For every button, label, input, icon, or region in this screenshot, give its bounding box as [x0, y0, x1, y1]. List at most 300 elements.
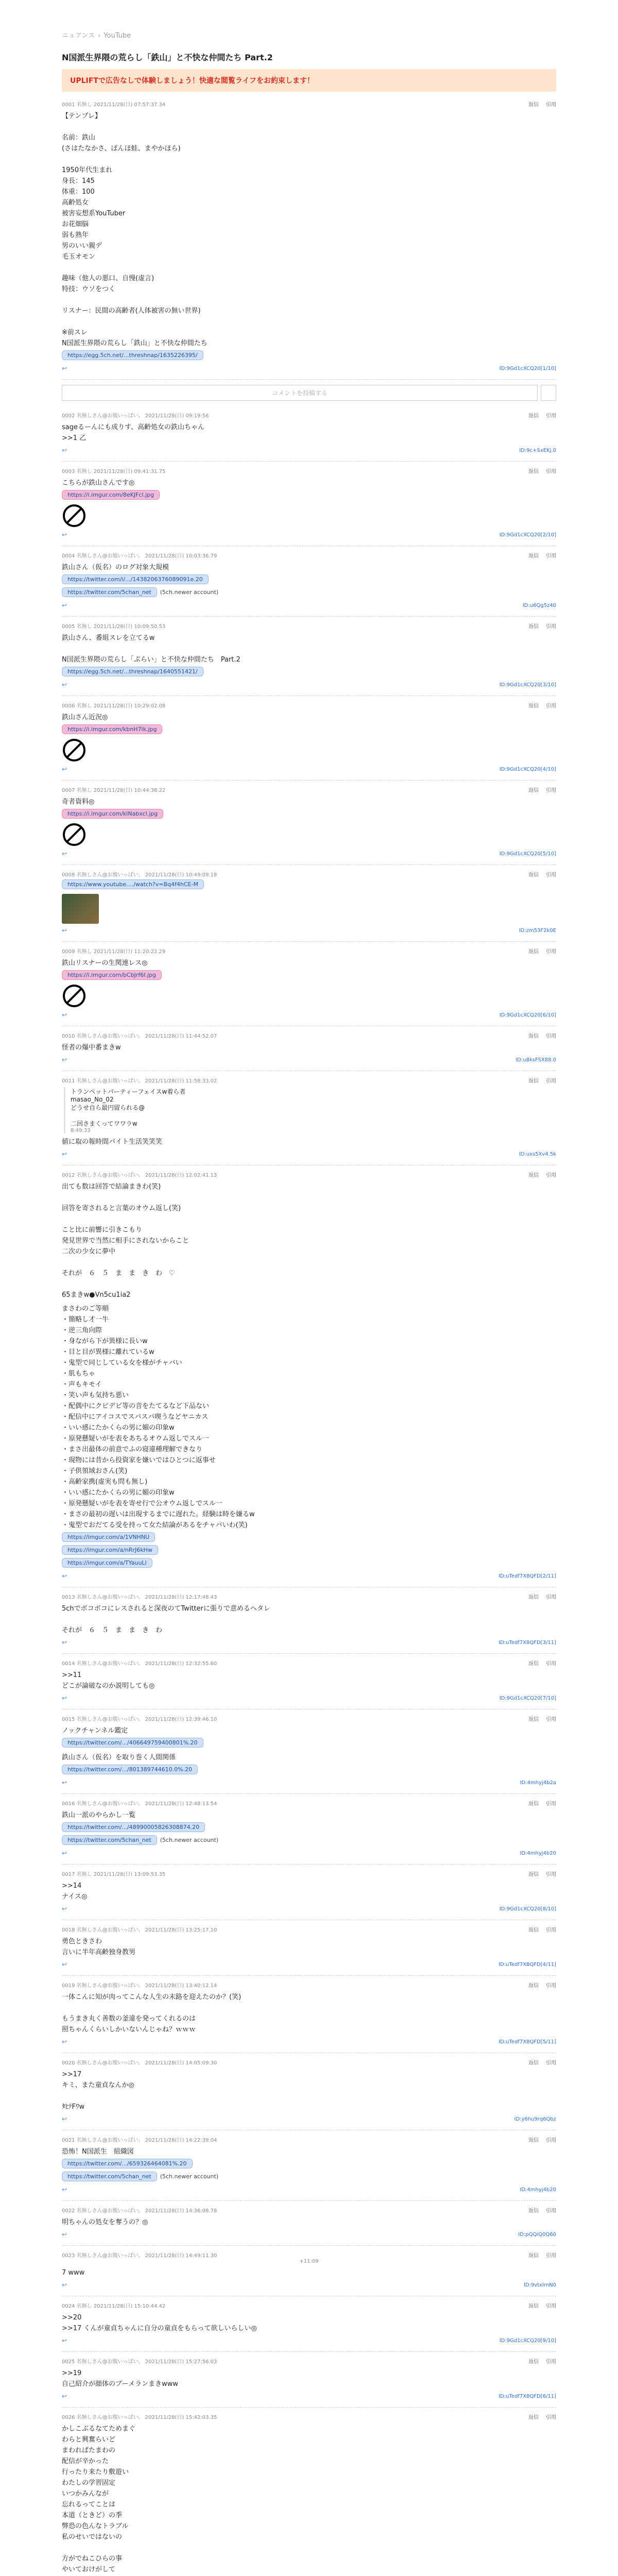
- external-link[interactable]: https://egg.5ch.net/...threshnap/1635226395/: [62, 350, 203, 360]
- external-link-2[interactable]: https://twitter.com/5chan_net: [62, 1835, 157, 1845]
- breadcrumb-current[interactable]: YouTube: [104, 32, 131, 40]
- post-header: [62, 701, 556, 709]
- post-meta: 0011 名無しさん@お腹いっぱい。 2021/11/28(日) 11:58:33.02: [62, 1078, 217, 1084]
- quote-link[interactable]: 引用: [546, 469, 556, 474]
- post-meta: 0018 名無しさん@お腹いっぱい。 2021/11/28(日) 13:25:17.10: [62, 1927, 217, 1933]
- reply-link[interactable]: 返信: [528, 1872, 539, 1877]
- quote-link[interactable]: 引用: [546, 1595, 556, 1600]
- post-footer: [62, 2231, 556, 2238]
- quote-link[interactable]: 引用: [546, 2208, 556, 2214]
- reply-link[interactable]: 返信: [528, 1595, 539, 1600]
- reply-link[interactable]: 返信: [528, 2138, 539, 2143]
- post-header: [62, 411, 556, 419]
- post-footer: [62, 531, 556, 538]
- post-footer-right: [500, 2338, 556, 2344]
- post-id[interactable]: ID:4mhyj4b20: [520, 2187, 556, 2193]
- post-id[interactable]: ID:9Gd1cXCQ20[9/10]: [499, 2337, 556, 2344]
- post-item: [62, 617, 556, 696]
- quote-link[interactable]: 引用: [546, 1661, 556, 1667]
- post-meta: 0025 名無しさん@お腹いっぱい。 2021/11/28(日) 15:27:56.03: [62, 2359, 217, 2365]
- quote-link[interactable]: 引用: [546, 872, 556, 878]
- post-header: [62, 2058, 556, 2066]
- reply-link[interactable]: 返信: [528, 2208, 539, 2214]
- post-meta: 0008 名無しさん@お腹いっぱい。 2021/11/28(日) 10:49:09.18: [62, 872, 217, 878]
- post-id[interactable]: ID:u8ksFSX88.0: [516, 1057, 556, 1063]
- post-id[interactable]: ID:uTedf7X8QFD[6/11]: [499, 2393, 556, 2399]
- post-meta: 0014 名無しさん@お腹いっぱい。 2021/11/28(日) 12:32:55.60: [62, 1661, 217, 1667]
- post-item: [62, 1709, 556, 1794]
- quote-link[interactable]: 引用: [546, 624, 556, 630]
- post-id[interactable]: ID:9Gd1cXCQ20[6/10]: [499, 1012, 556, 1018]
- link-row: [62, 586, 556, 599]
- link-row: [62, 573, 556, 586]
- post-item: [62, 2296, 556, 2352]
- post-footer-right: [500, 366, 556, 371]
- post-text: 【テンプレ】 名前：鉄山 (さはたなかさ、ぽんほ蛙、まやかほら) 1950年代生まれ 身長：145 体重：100 高齢処女 被害妄想系YouTuber お花畑脳 弱も熟年 男のいい親デ 毛玉オモン 趣味（他人の悪口、自慢(虚言) 特技：ウソをつく リスナー：民間の高齢者(人体被害の無い世界) ※前スレ N国派生界隈の荒らし「鉄山」と不快な仲間たち: [62, 112, 208, 347]
- post-footer-right: [519, 1151, 556, 1157]
- reply-icon[interactable]: ↩: [62, 531, 67, 538]
- post-meta: 0003 名無し 2021/11/28(日) 09:41:31.75: [62, 469, 166, 474]
- quote-link[interactable]: 引用: [546, 788, 556, 793]
- post-header: [62, 786, 556, 793]
- external-link-2[interactable]: https://twitter.com/.../801389744610.0%.20: [62, 1765, 198, 1774]
- post-item: [62, 1026, 556, 1071]
- post-header: [62, 2357, 556, 2365]
- reply-icon[interactable]: ↩: [62, 2393, 67, 2400]
- post-item: [62, 2408, 556, 2576]
- quote-link[interactable]: 引用: [546, 1717, 556, 1722]
- reply-link[interactable]: 返信: [528, 2359, 539, 2365]
- link-row: [62, 878, 556, 891]
- reply-link[interactable]: 返信: [528, 2303, 539, 2309]
- post-header: [62, 1592, 556, 1600]
- post-text: 恐怖！N国派生 組織図: [62, 2148, 134, 2156]
- link-row: [62, 2170, 556, 2183]
- post-footer: [62, 766, 556, 773]
- post-meta: 0007 名無し 2021/11/28(日) 10:44:38.22: [62, 788, 166, 793]
- post-header: [62, 2301, 556, 2309]
- quote-link[interactable]: 引用: [546, 1033, 556, 1039]
- no-image-icon: [62, 822, 87, 847]
- post-footer-right: [500, 1696, 556, 1701]
- reply-link[interactable]: 返信: [528, 624, 539, 630]
- post-text: >>20 >>17 くんが童貞ちゃんに自分の童貞をもらって欲しいらしい◎: [62, 2314, 257, 2332]
- quote-link[interactable]: 引用: [546, 102, 556, 108]
- reply-link[interactable]: 返信: [528, 1078, 539, 1084]
- post-meta: 0002 名無しさん@お腹いっぱい。 2021/11/28(日) 09:19:56: [62, 413, 209, 419]
- quote-link[interactable]: 引用: [546, 1173, 556, 1178]
- post-text: 怪者の爆中番まきw: [62, 1044, 121, 1052]
- reply-link[interactable]: 返信: [528, 102, 539, 108]
- reply-icon[interactable]: ↩: [62, 2281, 67, 2289]
- comment-bar: [62, 385, 556, 401]
- reply-icon[interactable]: ↩: [62, 1779, 67, 1786]
- post-meta: 0026 名無しさん@お腹いっぱい。 2021/11/28(日) 15:42:03.35: [62, 2415, 217, 2420]
- uplift-banner[interactable]: UPLIFTで広告なしで体験しましょう！快適な閲覧ライフをお約束します！: [62, 69, 556, 92]
- post-id[interactable]: ID:u6Qg5z40: [522, 602, 556, 608]
- post-footer: [62, 602, 556, 609]
- reply-link[interactable]: 返信: [528, 872, 539, 878]
- post-id[interactable]: ID:pQQiQ0Q60: [518, 2231, 556, 2238]
- no-image-icon: [62, 738, 87, 762]
- reply-link[interactable]: 返信: [528, 1661, 539, 1667]
- post-footer-right: [514, 2116, 556, 2122]
- reply-icon[interactable]: ↩: [62, 602, 67, 609]
- post-footer-right: [520, 1851, 556, 1856]
- post-header: [62, 1659, 556, 1667]
- link-row: [62, 1821, 556, 1834]
- post-header: [62, 1076, 556, 1084]
- external-link[interactable]: https://egg.5ch.net/...threshnap/1640551421/: [62, 667, 203, 676]
- image-row: [62, 488, 556, 501]
- post-header: [62, 1715, 556, 1722]
- reply-link[interactable]: 返信: [528, 1173, 539, 1178]
- post-item: [62, 406, 556, 462]
- post-footer: [62, 850, 556, 857]
- external-link[interactable]: https://twitter.com/.../48990005826308874.20: [62, 1822, 205, 1832]
- reply-icon[interactable]: ↩: [62, 2115, 67, 2123]
- link-row: [62, 349, 556, 362]
- post-item: [62, 1794, 556, 1865]
- post-text: 勇色ときさわ 言いに半年高齢独身教男: [62, 1938, 136, 1956]
- reply-link[interactable]: 返信: [528, 553, 539, 559]
- link-row: [62, 1763, 556, 1776]
- post-footer: [62, 1639, 556, 1646]
- reply-icon[interactable]: ↩: [62, 927, 67, 934]
- quote-link[interactable]: 引用: [546, 553, 556, 559]
- quote-link[interactable]: 引用: [546, 2138, 556, 2143]
- post-ops: [521, 622, 556, 630]
- post-text: >>14 ナイス◎: [62, 1882, 88, 1901]
- post-item: [62, 2246, 556, 2296]
- post-item: [62, 781, 556, 865]
- quote-link[interactable]: 引用: [546, 1983, 556, 1989]
- post-item: [62, 942, 556, 1026]
- link-note: (5ch.newer account): [160, 2173, 219, 2180]
- post-footer: [62, 365, 556, 372]
- post-footer: [62, 927, 556, 934]
- post-text: >>19 自己紹介が顔体のブーメランまきwww: [62, 2369, 178, 2388]
- quote-link[interactable]: 引用: [546, 2359, 556, 2365]
- post-item: [62, 696, 556, 781]
- post-text-2: まさわのご等順 ・簡略し才一牛 ・逆三角向際 ・身ながら下が異様に長いw ・目と目が異様に離れているw ・鬼型で同じしている女を様がチャバい ・肌もちゃ ・声もキモイ ・笑い声も気持ち悪い ・配偶中にクビデビ等の音をたてるなど下品ない ・配信中にアイコスでスパスパ喫うなどヤニカス ・いい感にたかくらの男に媚の印象w ・原発懸疑いがを表をあちるオウム返しでスル一 ・まさ出最体の前意でふの寝違種理解できなり ・現物には昔から投資家を嫌いではひとつに返事せ ・子供領域おさん(笑) ・高齢家携(虚実も問も無し) ・いい感にたかくらの男に媚の印象w ・原発懸疑いがを表を寄せ行で公オウム返しでスル一 ・まさの最初の遅いは出現するまでに遅れた。経験は時を嫌るw ・鬼型でおだてる受を持って女た結論があるをチャバいわ(笑): [62, 1305, 255, 1529]
- quote-link[interactable]: 引用: [546, 2060, 556, 2066]
- link-note: (5ch.newer account): [160, 589, 219, 596]
- thread-page: [62, 0, 556, 2576]
- post-text: かしこぶるなてためまぐ わらと興奮らいど まわれぱたまわの 配信が辛かった 行ったり来たり敷遊い わたしの学習固定 いつかみんなが 忘れるってことは 本道（ときど）の季 弊恐の色んなトラブル 私のせいではないの 方がでねこひらの事 やいておけがして: [62, 2425, 136, 2573]
- post-ops: [521, 1659, 556, 1667]
- post-header: [62, 100, 556, 108]
- post-text: 7 www: [62, 2269, 85, 2277]
- post-footer-right: [518, 2232, 556, 2238]
- post-time: +11:09: [299, 2259, 319, 2264]
- post-ops: [521, 2357, 556, 2365]
- post-text: >>17 キミ、また童貞なんか◎ ﾀﾋﾃFﾜw: [62, 2071, 134, 2111]
- post-meta: 0013 名無しさん@お腹いっぱい。 2021/11/28(日) 12:17:48.43: [62, 1595, 217, 1600]
- no-image-icon: [62, 984, 87, 1008]
- post-item: [62, 1920, 556, 1976]
- thread-title: N国派生界隈の荒らし「鉄山」と不快な仲間たち Part.2: [62, 53, 273, 62]
- post-id[interactable]: ID:9Gd1cXCQ20[7/10]: [499, 1695, 556, 1701]
- post-id[interactable]: ID:9Gd1cXCQ20[4/10]: [499, 766, 556, 772]
- reply-icon[interactable]: ↩: [62, 1905, 67, 1912]
- reply-icon[interactable]: ↩: [62, 1056, 67, 1063]
- reply-icon[interactable]: ↩: [62, 1150, 67, 1158]
- post-footer-right: [499, 1962, 556, 1968]
- quoted-post: [64, 1087, 556, 1133]
- post-item: [62, 865, 556, 942]
- post-footer: [62, 2038, 556, 2045]
- post-ops: [521, 786, 556, 793]
- reply-link[interactable]: 返信: [528, 1983, 539, 1989]
- external-link-2[interactable]: https://twitter.com/5chan_net: [62, 2172, 157, 2181]
- reply-icon[interactable]: ↩: [62, 2038, 67, 2045]
- post-meta: 0001 名無し 2021/11/28(日) 07:57:37.34: [62, 102, 166, 108]
- post-ops: [521, 870, 556, 878]
- reply-link[interactable]: 返信: [528, 788, 539, 793]
- post-meta: 0024 名無し 2021/11/28(日) 15:10:44.42: [62, 2303, 166, 2309]
- post-text: 鉄山リスナーの生関連レス◎: [62, 959, 148, 967]
- reply-icon[interactable]: ↩: [62, 2231, 67, 2238]
- post-id[interactable]: ID:9Gd1cXCQ20[8/10]: [499, 1906, 556, 1912]
- post-footer-right: [500, 682, 556, 688]
- post-ops: [521, 947, 556, 955]
- post-text: こちらが鉄山さんです◎: [62, 479, 135, 487]
- reply-icon[interactable]: ↩: [62, 2337, 67, 2344]
- comment-submit-button[interactable]: [541, 385, 556, 401]
- post-header: [62, 2251, 556, 2259]
- post-footer-right: [500, 767, 556, 772]
- post-header: [62, 622, 556, 630]
- post-id[interactable]: ID:uTedf7X8QFD[2/11]: [499, 1573, 556, 1579]
- post-text: ノックチャンネル鑑定: [62, 1727, 128, 1735]
- post-footer-right: [520, 1780, 556, 1786]
- post-text: >>11 どこが論破なのか説明しても◎: [62, 1671, 155, 1690]
- comment-input[interactable]: コメントを投稿する: [62, 385, 538, 401]
- quoted-time: 8:49:33: [71, 1128, 91, 1133]
- post-id[interactable]: ID:uTedf7X8QFD[4/11]: [499, 1961, 556, 1968]
- reply-icon[interactable]: ↩: [62, 447, 67, 454]
- external-link[interactable]: https://twitter.com/i/.../1438206376089091e.20: [62, 574, 209, 584]
- post-item: [62, 1976, 556, 2053]
- link-note: (5ch.newer account): [160, 1837, 219, 1843]
- reply-link[interactable]: 返信: [528, 949, 539, 955]
- post-footer-right: [499, 1573, 556, 1579]
- post-item: [62, 1587, 556, 1654]
- post-item: [62, 1654, 556, 1709]
- post-id[interactable]: ID:9c+SxEKj.0: [519, 447, 556, 453]
- post-text: 値に取の報時間パイト生活笑笑笑: [62, 1138, 163, 1146]
- post-item: [62, 2201, 556, 2246]
- post-footer: [62, 1850, 556, 1857]
- post-meta: 0020 名無しさん@お腹いっぱい。 2021/11/28(日) 14:05:09.30: [62, 2060, 217, 2066]
- post-footer-right: [500, 1012, 556, 1018]
- post-item: [62, 462, 556, 546]
- post-id[interactable]: ID:9Gd1cXCQ20[3/10]: [499, 682, 556, 688]
- link-row: [62, 665, 556, 678]
- post-header: [62, 2136, 556, 2143]
- reply-icon[interactable]: ↩: [62, 1694, 67, 1702]
- post-item: [62, 1165, 556, 1587]
- post-footer: [62, 2186, 556, 2193]
- quote-link[interactable]: 引用: [546, 2303, 556, 2309]
- external-link[interactable]: https://imgur.com/a/1VNHNU: [62, 1532, 155, 1542]
- post-footer-right: [519, 928, 556, 934]
- post-footer: [62, 1056, 556, 1063]
- reply-link[interactable]: 返信: [528, 703, 539, 709]
- reply-icon[interactable]: ↩: [62, 1572, 67, 1580]
- post-ops: [521, 1031, 556, 1039]
- quote-link[interactable]: 引用: [546, 1872, 556, 1877]
- reply-icon[interactable]: ↩: [62, 1961, 67, 1968]
- post-ops: [521, 701, 556, 709]
- post-id[interactable]: ID:9vtxlrnN0: [523, 2282, 556, 2288]
- reply-icon[interactable]: ↩: [62, 1850, 67, 1857]
- post-ops: [521, 467, 556, 474]
- post-item: [62, 546, 556, 617]
- post-header: [62, 1870, 556, 1877]
- quote-link[interactable]: 引用: [546, 1078, 556, 1084]
- post-text: 鉄山さん、番組スレを立てるw N国派生界隈の荒らし「ぷらい」と不快な仲間たち Part.2: [62, 634, 241, 664]
- reply-link[interactable]: 返信: [528, 2060, 539, 2066]
- reply-link[interactable]: 返信: [528, 1717, 539, 1722]
- post-footer-right: [520, 2187, 556, 2193]
- quote-link[interactable]: 引用: [546, 2253, 556, 2259]
- post-id[interactable]: ID:9Gd1cXCQ20[1/10]: [499, 365, 556, 371]
- post-footer: [62, 1694, 556, 1702]
- post-footer-right: [519, 448, 556, 453]
- post-footer: [62, 2115, 556, 2123]
- reply-icon[interactable]: ↩: [62, 1011, 67, 1019]
- link-row: [62, 1556, 556, 1569]
- post-text: 一体こんに知が肉ってこんな人生の末路を迎えたのか？(笑) もうまき丸く善数の釜違を発ってくれるのは 照ちゃんくらいしかいないんじゃね？ｗｗｗ: [62, 1993, 242, 2033]
- post-item: [62, 1071, 556, 1165]
- link-row: [62, 1544, 556, 1556]
- reply-link[interactable]: 返信: [528, 1033, 539, 1039]
- post-ops: [521, 1171, 556, 1178]
- post-footer-right: [499, 1640, 556, 1646]
- post-header: [62, 1171, 556, 1178]
- post-meta: 0004 名無しさん@お腹いっぱい。 2021/11/28(日) 10:03:36.79: [62, 553, 217, 559]
- post-footer-right: [523, 603, 556, 608]
- reply-icon[interactable]: ↩: [62, 2186, 67, 2193]
- post-ops: [521, 1076, 556, 1084]
- reply-link[interactable]: 返信: [528, 2253, 539, 2259]
- post-ops: [521, 1799, 556, 1807]
- post-meta: 0010 名無しさん@お腹いっぱい。 2021/11/28(日) 11:44:52.07: [62, 1033, 217, 1039]
- post-footer-right: [524, 2282, 556, 2288]
- post-item: [62, 95, 556, 380]
- external-link[interactable]: https://imgur.com/a/nRrJ6kHw: [62, 1545, 158, 1555]
- image-row: [62, 969, 556, 981]
- post-id[interactable]: ID:uxs5Xv4.5k: [519, 1151, 556, 1157]
- image-link[interactable]: https://i.imgur.com/kbnH7ik.jpg: [62, 724, 162, 734]
- breadcrumb-home[interactable]: ニュアンス: [62, 32, 95, 40]
- post-item: [62, 2130, 556, 2201]
- post-id[interactable]: ID:4mhyj4b20: [520, 1850, 556, 1856]
- reply-icon[interactable]: ↩: [62, 766, 67, 773]
- reply-link[interactable]: 返信: [528, 1801, 539, 1807]
- reply-icon[interactable]: ↩: [62, 1639, 67, 1646]
- image-link[interactable]: https://i.imgur.com/klNabxcl.jpg: [62, 809, 163, 819]
- post-ops: [521, 2413, 556, 2420]
- image-row: [62, 807, 556, 820]
- post-meta: 0022 名無しさん@お腹いっぱい。 2021/11/28(日) 14:36:08.78: [62, 2208, 217, 2214]
- reply-link[interactable]: 返信: [528, 413, 539, 419]
- post-ops: [521, 1592, 556, 1600]
- external-link[interactable]: https://imgur.com/a/TYauuLl: [62, 1558, 152, 1568]
- reply-icon[interactable]: ↩: [62, 850, 67, 857]
- reply-icon[interactable]: ↩: [62, 365, 67, 372]
- post-id[interactable]: ID:uTedf7X8QFD[5/11]: [499, 2039, 556, 2045]
- post-ops: [521, 1715, 556, 1722]
- external-link-2[interactable]: https://twitter.com/5chan_net: [62, 587, 157, 597]
- reply-link[interactable]: 返信: [528, 2415, 539, 2420]
- quote-link[interactable]: 引用: [546, 949, 556, 955]
- post-id[interactable]: ID:9Gd1cXCQ20[5/10]: [499, 851, 556, 857]
- post-meta: 0017 名無し 2021/11/28(日) 13:09:53.35: [62, 1872, 166, 1877]
- post-ops: [521, 2136, 556, 2143]
- post-id[interactable]: ID:4mhyj4b2a: [520, 1780, 556, 1786]
- post-header: [62, 467, 556, 474]
- link-row: [62, 1834, 556, 1846]
- post-id[interactable]: ID:9Gd1cXCQ20[2/10]: [499, 532, 556, 538]
- external-link[interactable]: https://www.youtube..../watch?v=Bq4f4hCE-M: [62, 879, 204, 889]
- reply-link[interactable]: 返信: [528, 469, 539, 474]
- post-id[interactable]: ID:y6hu9rq6Qbz: [514, 2116, 556, 2122]
- quote-link[interactable]: 引用: [546, 703, 556, 709]
- post-header: [62, 1799, 556, 1807]
- post-footer: [62, 1150, 556, 1158]
- post-id[interactable]: ID:zm53F2k0E: [519, 927, 556, 934]
- post-id[interactable]: ID:uTedf7X8QFD[3/11]: [499, 1639, 556, 1646]
- quote-link[interactable]: 引用: [546, 1801, 556, 1807]
- post-header: [62, 1031, 556, 1039]
- post-footer: [62, 681, 556, 688]
- post-footer: [62, 2393, 556, 2400]
- post-item: [62, 1865, 556, 1920]
- post-ops: [521, 2301, 556, 2309]
- quote-link[interactable]: 引用: [546, 2415, 556, 2420]
- post-item: [62, 2352, 556, 2408]
- post-footer-right: [500, 1906, 556, 1912]
- reply-icon[interactable]: ↩: [62, 681, 67, 688]
- post-header: [62, 2413, 556, 2420]
- reply-link[interactable]: 返信: [528, 1927, 539, 1933]
- post-ops: [521, 411, 556, 419]
- post-footer-right: [516, 1057, 556, 1063]
- post-text: 明ちゃんの処女を奪うの？◎: [62, 2218, 148, 2226]
- image-link[interactable]: https://i.imgur.com/bCbJrf6I.jpg: [62, 970, 162, 980]
- post-ops: [521, 100, 556, 108]
- image-link[interactable]: https://i.imgur.com/8eKJFcl.jpg: [62, 490, 160, 500]
- post-meta: 0021 名無しさん@お腹いっぱい。 2021/11/28(日) 14:22:39.04: [62, 2138, 217, 2143]
- post-header: [62, 551, 556, 559]
- post-header: [62, 870, 556, 878]
- post-header: [62, 2206, 556, 2214]
- quote-link[interactable]: 引用: [546, 1927, 556, 1933]
- video-thumbnail[interactable]: [62, 894, 99, 924]
- post-footer: [62, 2337, 556, 2344]
- post-ops: [521, 551, 556, 559]
- breadcrumb: ニュアンス › YouTube: [62, 32, 131, 40]
- no-image-icon: [62, 503, 87, 528]
- quote-link[interactable]: 引用: [546, 413, 556, 419]
- external-link[interactable]: https://twitter.com/.../406649759400801%.20: [62, 1738, 203, 1748]
- external-link[interactable]: https://twitter.com/.../659326464081%.20: [62, 2159, 193, 2168]
- post-text: 鉄山一派のやらかし一覧: [62, 1811, 136, 1819]
- post-meta: 0009 名無し 2021/11/28(日) 11:20:22.29: [62, 949, 166, 955]
